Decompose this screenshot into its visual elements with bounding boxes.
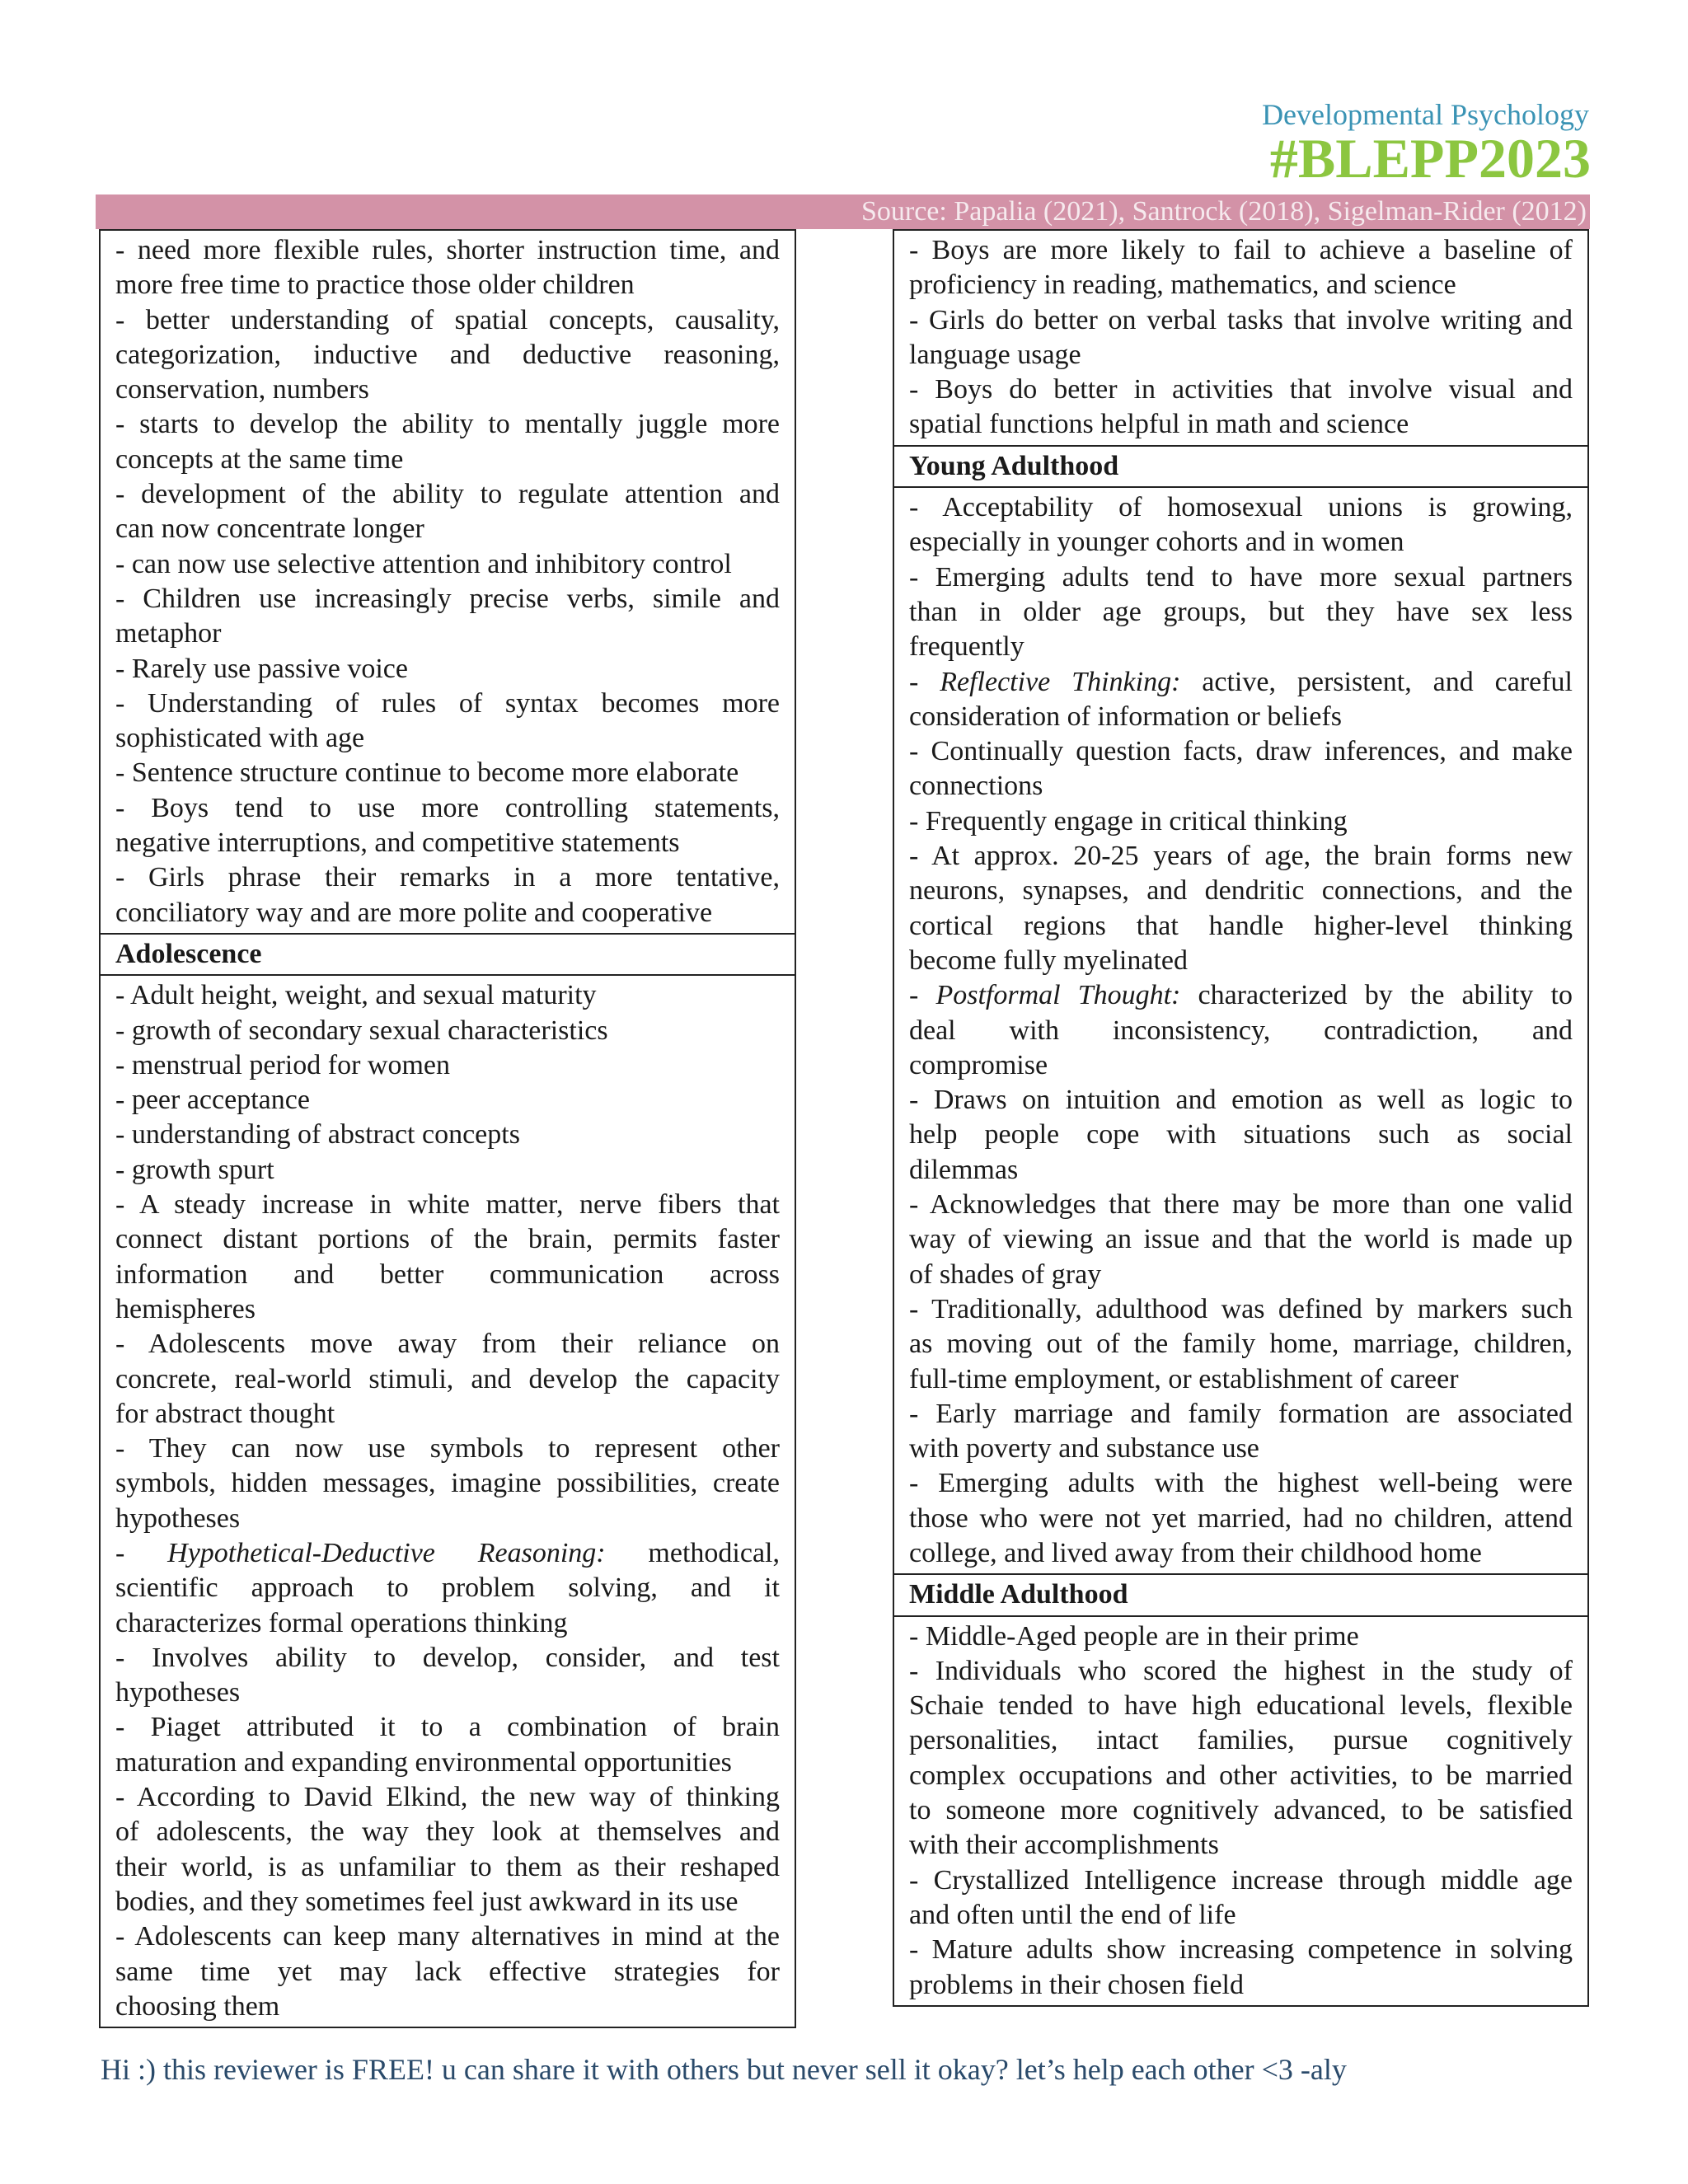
- term-hypothetical-deductive: Hypothetical-Deductive Reasoning:: [167, 1537, 606, 1568]
- term-definition: characterized by the ability to: [1180, 980, 1573, 1011]
- text-line-reflective: [909, 665, 1573, 700]
- text-line: negative interruptions, and competitive statements: [115, 827, 680, 859]
- text-line: - Adolescents move away from their reliance on: [115, 1329, 780, 1360]
- text-line: - Draws on intuition and emotion as well as logic to: [909, 1085, 1573, 1116]
- bullet-dash: -: [909, 980, 936, 1011]
- left-intro-block: [101, 231, 795, 933]
- text-line: - Boys do better in activities that involve visual and: [909, 374, 1573, 405]
- section-heading-middle-adulthood: [894, 1573, 1587, 1616]
- text-line: hemispheres: [115, 1293, 256, 1324]
- text-line: for abstract thought: [115, 1398, 335, 1429]
- text-line: concepts at the same time: [115, 443, 404, 475]
- text-line: - Boys are more likely to fail to achieve a baseline of: [909, 235, 1573, 265]
- text-line: with their accomplishments: [909, 1830, 1219, 1861]
- text-line: complex occupations and other activities, to be married: [909, 1760, 1573, 1791]
- text-line: - Continually question facts, draw inferences, and make: [909, 736, 1573, 767]
- text-line: especially in younger cohorts and in women: [909, 527, 1404, 558]
- young-adulthood-block: [894, 488, 1587, 1573]
- text-line: information and better communication across: [115, 1258, 780, 1290]
- text-line: problems in their chosen field: [909, 1969, 1245, 2000]
- text-line: - Involves ability to develop, consider, and test: [115, 1642, 780, 1673]
- text-line: college, and lived away from their childhood home: [909, 1537, 1482, 1568]
- text-line: and often until the end of life: [909, 1899, 1236, 1930]
- text-line: as moving out of the family home, marriage, children,: [909, 1329, 1573, 1360]
- right-column: [893, 229, 1589, 2007]
- text-line: - Sentence structure continue to become more elaborate: [115, 757, 739, 789]
- text-line: - Traditionally, adulthood was defined by markers such: [909, 1293, 1573, 1324]
- middle-adulthood-block: [894, 1617, 1587, 2005]
- text-line: cortical regions that handle higher-level thinking: [909, 910, 1573, 941]
- text-line: - can now use selective attention and inhibitory control: [115, 548, 732, 579]
- text-line: - Acceptability of homosexual unions is growing,: [909, 492, 1573, 523]
- text-line: - Emerging adults with the highest well-being were: [909, 1468, 1573, 1499]
- text-line: - menstrual period for women: [115, 1049, 450, 1080]
- text-line: - Piaget attributed it to a combination of brain: [115, 1712, 780, 1743]
- text-line: choosing them: [115, 1990, 280, 2022]
- text-line: conservation, numbers: [115, 374, 369, 405]
- text-line: - A steady increase in white matter, nerve fibers that: [115, 1189, 780, 1221]
- text-line: - Understanding of rules of syntax becomes more: [115, 687, 780, 719]
- text-line: neurons, synapses, and dendritic connections, and the: [909, 875, 1573, 907]
- text-line: dilemmas: [909, 1154, 1019, 1185]
- text-line: - At approx. 20-25 years of age, the brain forms new: [909, 841, 1573, 872]
- term-definition: active, persistent, and careful: [1180, 666, 1573, 697]
- text-line: of shades of gray: [909, 1258, 1102, 1290]
- text-line-postformal: [909, 978, 1573, 1013]
- text-line: those who were not yet married, had no children, attend: [909, 1502, 1573, 1534]
- text-line: hypotheses: [115, 1677, 241, 1708]
- text-line: same time yet may lack effective strategies for: [115, 1956, 780, 1987]
- text-line: - growth of secondary sexual characteristics: [115, 1015, 608, 1046]
- text-line: - starts to develop the ability to mentally juggle more: [115, 409, 780, 440]
- adolescence-block: [101, 976, 795, 2027]
- text-line: bodies, and they sometimes feel just awkward in its use: [115, 1886, 738, 1917]
- text-line: - Frequently engage in critical thinking: [909, 805, 1348, 837]
- text-line: become fully myelinated: [909, 944, 1188, 976]
- text-line: proficiency in reading, mathematics, and science: [909, 269, 1456, 301]
- text-line: - Girls phrase their remarks in a more tentative,: [115, 862, 780, 893]
- text-line: - Mature adults show increasing competence in solving: [909, 1934, 1573, 1966]
- header-subject: Developmental Psychology: [1262, 98, 1589, 131]
- text-line: hypotheses: [115, 1502, 241, 1534]
- text-line: - Children use increasingly precise verbs, simile and: [115, 583, 780, 614]
- text-line: scientific approach to problem solving, and it: [115, 1572, 780, 1604]
- text-line: symbols, hidden messages, imagine possibilities, create: [115, 1468, 780, 1499]
- text-line: maturation and expanding environmental opportunities: [115, 1746, 732, 1778]
- header-tag: #BLEPP2023: [1269, 127, 1591, 190]
- bullet-dash: -: [115, 1537, 168, 1568]
- text-line: of adolescents, the way they look at themselves and: [115, 1816, 780, 1848]
- text-line: more free time to practice those older children: [115, 269, 635, 301]
- text-line: Schaie tended to have high educational levels, flexible: [909, 1690, 1573, 1722]
- section-title: Middle Adulthood: [909, 1579, 1128, 1610]
- text-line: connections: [909, 771, 1043, 802]
- text-line: personalities, intact families, pursue cognitively: [909, 1725, 1573, 1756]
- text-line: can now concentrate longer: [115, 513, 424, 545]
- text-line: metaphor: [115, 618, 222, 649]
- text-line: characterizes formal operations thinking: [115, 1607, 568, 1638]
- text-line: conciliatory way and are more polite and cooperative: [115, 897, 713, 928]
- text-line: help people cope with situations such as social: [909, 1119, 1573, 1151]
- text-line: language usage: [909, 339, 1081, 370]
- bullet-dash: -: [909, 666, 940, 697]
- text-line: compromise: [909, 1049, 1048, 1080]
- text-line: connect distant portions of the brain, permits faster: [115, 1224, 780, 1255]
- right-intro-block: [894, 231, 1587, 445]
- text-line: - Rarely use passive voice: [115, 653, 408, 684]
- text-line: - Early marriage and family formation are associated: [909, 1398, 1573, 1429]
- term-definition: methodical,: [605, 1537, 780, 1568]
- text-line: - Adolescents can keep many alternatives in mind at the: [115, 1921, 780, 1952]
- text-line: deal with inconsistency, contradiction, and: [909, 1015, 1573, 1046]
- text-line: their world, is as unfamiliar to them as their reshaped: [115, 1851, 780, 1882]
- text-line: - Boys tend to use more controlling statements,: [115, 792, 780, 823]
- text-line: - They can now use symbols to represent other: [115, 1433, 780, 1465]
- text-line: - development of the ability to regulate attention and: [115, 479, 780, 510]
- term-postformal-thought: Postformal Thought:: [935, 980, 1181, 1011]
- text-line: spatial functions helpful in math and science: [909, 409, 1409, 440]
- left-column: [99, 229, 796, 2028]
- text-line: - Girls do better on verbal tasks that involve writing and: [909, 304, 1573, 335]
- source-bar: Source: Papalia (2021), Santrock (2018), Sigelman-Rider (2012): [96, 194, 1590, 229]
- text-line: - Emerging adults tend to have more sexual partners: [909, 561, 1573, 593]
- text-line: - According to David Elkind, the new way of thinking: [115, 1782, 780, 1813]
- section-heading-young-adulthood: [894, 445, 1587, 488]
- text-line: to someone more cognitively advanced, to be satisfied: [909, 1795, 1573, 1826]
- text-line: full-time employment, or establishment of career: [909, 1363, 1459, 1394]
- text-line: sophisticated with age: [115, 723, 365, 754]
- text-line: concrete, real-world stimuli, and develop the capacity: [115, 1363, 780, 1394]
- text-line-hdr: [115, 1536, 780, 1571]
- text-line: - need more flexible rules, shorter instruction time, and: [115, 235, 780, 265]
- section-title: Young Adulthood: [909, 450, 1119, 481]
- text-line: - growth spurt: [115, 1154, 274, 1185]
- section-heading-adolescence: [101, 933, 795, 976]
- text-line: - peer acceptance: [115, 1085, 310, 1116]
- text-line: - better understanding of spatial concepts, causality,: [115, 304, 780, 335]
- text-line: - Acknowledges that there may be more than one valid: [909, 1189, 1573, 1221]
- text-line: with poverty and substance use: [909, 1433, 1259, 1465]
- text-line: categorization, inductive and deductive reasoning,: [115, 339, 780, 370]
- text-line: frequently: [909, 631, 1025, 663]
- text-line: - understanding of abstract concepts: [115, 1119, 520, 1151]
- text-line: consideration of information or beliefs: [909, 701, 1342, 732]
- footer-note: Hi :) this reviewer is FREE! u can share it with others but never sell it okay? let’s help each other <3 -aly: [101, 2053, 1347, 2086]
- text-line: - Middle-Aged people are in their prime: [909, 1620, 1359, 1652]
- text-line: - Crystallized Intelligence increase through middle age: [909, 1864, 1573, 1896]
- text-line: than in older age groups, but they have sex less: [909, 596, 1573, 627]
- text-line: way of viewing an issue and that the world is made up: [909, 1224, 1573, 1255]
- text-line: - Individuals who scored the highest in the study of: [909, 1655, 1573, 1686]
- text-line: - Adult height, weight, and sexual maturity: [115, 980, 597, 1011]
- section-title: Adolescence: [115, 938, 262, 969]
- term-reflective-thinking: Reflective Thinking:: [940, 666, 1181, 697]
